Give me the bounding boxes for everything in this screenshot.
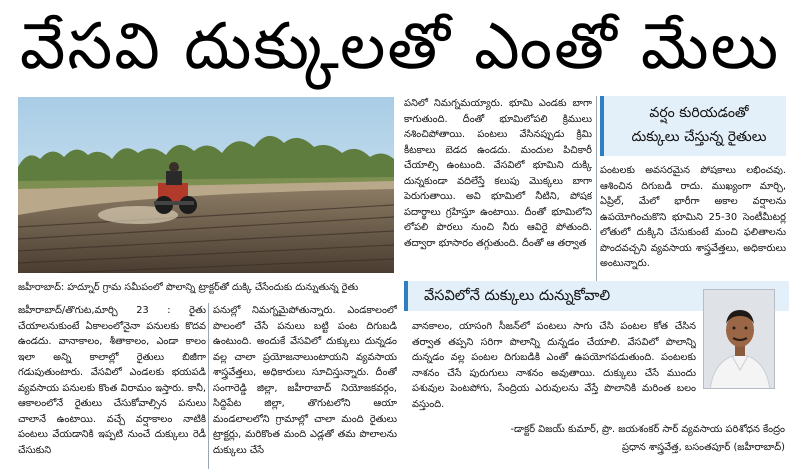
headline: వేసవి దుక్కులతో ఎంతో మేలు bbox=[19, 10, 781, 84]
paragraph: పంటలకు అవసరమైన పోషకాలు లభించవు. ఆశించిన దిగుబడి రాదు. ముఖ్యంగా మార్చి, ఏప్రిల్, మేలో భారీగా అకాల వర్షాలను ఉపయోగించుకొని భూమిని 25-30 సెంటీమీటర్ల లోతులో దుక్కిని చేసుకుంటే మంచి ఫలితాలను పొందవచ్చని వ్యవసాయ శాస్త్రవేత్తలు, అధికారులు అంటున్నారు. bbox=[600, 165, 786, 269]
section-title: వేసవిలోనే దుక్కులు దున్నుకోవాలి bbox=[424, 288, 611, 304]
sidebar-heading-line-2: దుక్కులు చేస్తున్న రైతులు bbox=[631, 129, 767, 145]
paragraph: పనిలో నిమగ్నమయ్యారు. భూమి ఎండకు బాగా కాగుతుంది. దీంతో భూమిలోపలి క్రిములు నశించిపోతాయి. పంటలు వేసినప్పుడు క్రిమి కీటకాలు బెడద ఉండదు. మందుల పిచికారీ చేయాల్సి ఉంటుంది. వేసవిలో భూమిని దుక్కి దున్నకుండా వదిలేస్తే కలుపు మొక్కలు బాగా పెరుగుతాయి. అవి భూమిలో నీటిని, పోషక పదార్థాలు గ్రహిస్తూ ఉంటాయి. దీంతో భూమిలోని లోపలి పొరలు నుంచి నీరు ఆవిరై పోతుంది. తద్వారా భూసారం తగ్గుతుంది. దీంతో ఆ తర్వాత bbox=[404, 98, 592, 249]
column-divider bbox=[208, 303, 209, 469]
sidebar-heading bbox=[600, 96, 786, 156]
sidebar-heading-line-1: వర్షం కురియడంతో bbox=[649, 105, 749, 121]
paragraph: వానకాలం, యాసంగి సీజన్‌లో పంటలు సాగు చేసి పంటల కోత చేసిన తర్వాత తప్పని సరిగా పొలాన్ని దున్నడం చేయాలి. వేసవిలో పొలాన్ని దున్నడం వల్ల పంటల దిగుబడికి ఎంతో ఉపయోగపడుతుంది. పంటలకు నాశనం చేసే పురుగులు నాశనం అవుతాయి. దుక్కులు చేసే ముందు పశువుల పెంటపోగు, సేంద్రియ ఎరువులను వేస్తే పొలానికి మరింత బలం వస్తుంది. bbox=[412, 321, 696, 410]
byline-designation: ప్రధాన శాస్త్రవేత్త, బసంతపూర్ (జహీరాబాద్) bbox=[622, 442, 785, 453]
byline-name: -డాక్టర్ విజయ్ కుమార్, ప్రొ. జయశంకర్ సార్ వ్యవసాయ పరిశోధన కేంద్రం bbox=[510, 424, 785, 435]
article-column-3 bbox=[404, 96, 592, 286]
expert-portrait bbox=[703, 289, 775, 389]
column-divider bbox=[596, 96, 597, 281]
paragraph: పనుల్లో నిమగ్నమైపోతున్నారు. ఎండకాలంలో పొలంలో చేసే పనులు బట్టి పంట దిగుబడి ఉంటుంది. అందుకే వేసవిలో దుక్కులు దున్నడం వల్ల చాలా ప్రయోజనాలుంటాయని వ్యవసాయ శాస్త్రవేత్తలు, అధికారులు సూచిస్తున్నారు. దీంతో సంగారెడ్డి జిల్లా, జహీరాబాద్ నియోజకవర్గం, సిద్దిపేట జిల్లా, తొగుటలోని ఆయా మండలాలలోని గ్రామాల్లో చాలా మంది రైతులు ట్రాక్టర్లు, మరికొంత మంది ఎడ్లతో తమ పొలాలను దుక్కులు చేసే bbox=[213, 305, 397, 456]
photo-caption: జహీరాబాద్: హద్నూర్ గ్రామ సమీపంలో పొలాన్ని ట్రాక్టర్‌తో దుక్కి చేసేందుకు దున్నుతున్న రైతు bbox=[18, 282, 359, 293]
article-column-1 bbox=[18, 303, 206, 469]
tractor-photo bbox=[18, 97, 394, 273]
tractor-photo-illustration bbox=[18, 97, 394, 273]
person-avatar-icon bbox=[704, 290, 775, 389]
article-column-2 bbox=[213, 303, 397, 469]
paragraph: జహీరాబాద్/తొగుట,మార్చి 23 : రైతు చేయాలనుకుంటే ఏకాలంలోనైనా పనులకు కొదవ ఉండదు. వానాకాలం, శీతాకాలం, ఎండా కాలం ఇలా అన్ని కాలాల్లో రైతులు బిజీగా గడుపుతుంటారు. వేసవిలో ఎండలకు భయపడి వ్యవసాయ పనులకు కొంత విరామం ఇస్తారు. కానీ, ఆకాలంలోనే రైతులు చేసుకోవాల్సిన పనులు చాలానే ఉంటాయి. వచ్చే వర్షాకాలం నాటికి పంటలు వేయడానికి ఇప్పటి నుంచే దుక్కులు రెడీ చేసుకుని bbox=[18, 305, 206, 456]
expert-quote-text bbox=[412, 319, 696, 419]
